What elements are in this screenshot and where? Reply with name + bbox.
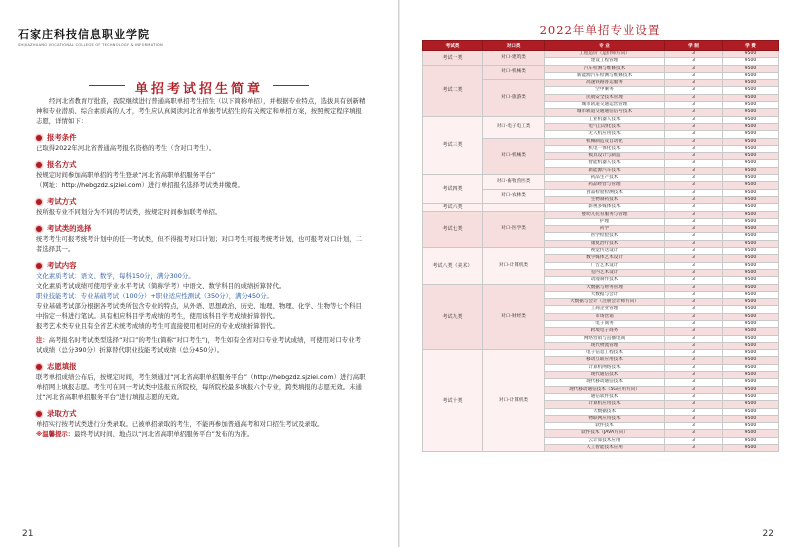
duration-cell: 3 (665, 342, 723, 349)
duration-cell: 3 (665, 109, 723, 116)
exam-category-cell: 考试三类 (423, 116, 483, 174)
duration-cell: 3 (665, 182, 723, 189)
tuition-cell: 9500 (723, 269, 779, 276)
majors-table-wrap (422, 40, 778, 452)
section-text: 统考考生可报考统考计划中的任一考试类，但不得报考对口计划；对口考生可报考统考计划，也可报考对口计划，二者选择其一。 (36, 235, 362, 253)
duration-cell: 3 (665, 196, 723, 203)
section-title: 考试类的选择 (47, 224, 92, 233)
section-admission (36, 408, 366, 439)
tuition-cell: 9500 (723, 299, 779, 306)
table-row (423, 65, 779, 72)
tuition-cell: 9500 (723, 255, 779, 262)
vocational-category-cell: 对口-机械类 (483, 138, 545, 174)
tuition-cell: 9500 (723, 138, 779, 145)
tuition-cell: 9500 (723, 313, 779, 320)
major-cell: 康复治疗技术 (545, 240, 665, 247)
majors-table (422, 40, 779, 452)
tuition-cell: 9500 (723, 284, 779, 291)
major-cell: 建设工程管理 (545, 58, 665, 65)
tuition-cell: 9500 (723, 262, 779, 269)
vocational-category-cell: 对口-财经类 (483, 284, 545, 350)
section-title: 考试内容 (47, 261, 77, 270)
duration-cell: 3 (665, 131, 723, 138)
duration-cell: 3 (665, 364, 723, 371)
duration-cell: 3 (665, 80, 723, 87)
section-text: 报考艺术类专业且有全省艺术统考成绩的考生可直接使用相对应的专业成绩折算替代。 (36, 322, 279, 330)
page-number-right: 22 (762, 529, 774, 539)
duration-cell: 3 (665, 313, 723, 320)
section-exam-content (36, 260, 366, 355)
right-page (400, 0, 800, 547)
tuition-cell: 9500 (723, 393, 779, 400)
duration-cell: 3 (665, 51, 723, 58)
major-cell: 新能源汽车检测与维修技术 (545, 72, 665, 79)
page-number-left: 21 (22, 529, 34, 539)
section-text: 联考单招成绩公布后，按规定时间，考生须通过“河北省高职单招服务平台”（http://hebgzdz.sjziei.com）进行高职单招网上填报志愿。考生可在同一考试类中选报五所院校，每所院校最多填报六个专业，跨类填报的志愿无效。未通过“河北省高职单招服务平台”进行填报志愿的无效。 (36, 373, 366, 401)
duration-cell: 3 (665, 386, 723, 393)
tuition-cell: 9500 (723, 379, 779, 386)
vocational-category-cell: 对口-建筑类 (483, 51, 545, 66)
major-cell: 智能机器人技术 (545, 160, 665, 167)
major-cell: 广告艺术设计 (545, 262, 665, 269)
major-cell: 电子商务 (545, 320, 665, 327)
duration-cell: 3 (665, 204, 723, 211)
duration-cell: 3 (665, 248, 723, 255)
left-page (0, 0, 399, 547)
tuition-cell: 9500 (723, 364, 779, 371)
tuition-cell: 9500 (723, 94, 779, 101)
major-cell: 数字媒体艺术设计 (545, 255, 665, 262)
bullet-icon (36, 162, 42, 168)
tuition-cell: 9500 (723, 386, 779, 393)
brochure-content (36, 96, 366, 439)
tuition-cell: 9500 (723, 196, 779, 203)
header-duration: 学 制 (665, 41, 723, 51)
tuition-cell: 9500 (723, 401, 779, 408)
major-cell: 计算机应用技术 (545, 401, 665, 408)
tuition-cell: 9500 (723, 102, 779, 109)
duration-cell: 3 (665, 430, 723, 437)
duration-cell: 3 (665, 94, 723, 101)
duration-cell: 3 (665, 335, 723, 342)
vocational-category-cell: 对口-计算机类 (483, 248, 545, 284)
major-cell: 人工智能技术应用 (545, 445, 665, 452)
bullet-icon (36, 135, 42, 141)
tuition-cell: 9500 (723, 204, 779, 211)
note-label: 注： (36, 336, 49, 344)
tuition-cell: 9500 (723, 87, 779, 94)
vocational-category-cell: 对口-电子电工类 (483, 116, 545, 138)
table-row (423, 116, 779, 123)
tuition-cell: 9500 (723, 72, 779, 79)
major-cell: 民航安全技术管理 (545, 94, 665, 101)
duration-cell: 3 (665, 320, 723, 327)
section-title: 报名方式 (47, 160, 77, 169)
major-cell: 无人机应用技术 (545, 131, 665, 138)
tuition-cell: 9500 (723, 328, 779, 335)
note-text: 高考报名时考试类型选择“对口”的考生(简称“对口考生”)，考生如有全省对口专业考试成绩，可使用对口专业考试成绩（总分390分）折算替代职业技能考试成绩（总分450分）。 (36, 336, 361, 354)
table-row (423, 211, 779, 218)
vocational-category-cell: 对口-医学类 (483, 211, 545, 247)
duration-cell: 3 (665, 328, 723, 335)
tip-text: 最终考试时间、地点以“河北省高职单招服务平台”发布的为准。 (74, 430, 254, 438)
section-text: 专业基础考试部分根据各考试类所包含专业的特点，从外语、思想政治、历史、地理、物理、化学、生物等七个科目中指定一科进行笔试。具有相应科目学考成绩的考生，使用该科目学考成绩折算替代。 (36, 302, 362, 320)
duration-cell: 3 (665, 160, 723, 167)
intro-paragraph: 经河北省教育厅批准，我院继续进行普通高职单招考生招生（以下简称单招），并根据专业特点，选拔具有创新精神和专业潜质、综合素质高的人才，考生应认真阅读河北省单独考试招生的有关规定和单招方案，按照规定程序填报志愿，详情如下： (36, 97, 366, 125)
tuition-cell: 9500 (723, 357, 779, 364)
table-row (423, 248, 779, 255)
bullet-icon (36, 411, 42, 417)
section-title: 录取方式 (47, 409, 77, 418)
section-exam-method (36, 196, 366, 217)
duration-cell: 3 (665, 291, 723, 298)
major-cell: 医学检验技术 (545, 233, 665, 240)
major-cell: 药品经营与管理 (545, 182, 665, 189)
major-cell: 工业机器人技术 (545, 116, 665, 123)
tuition-cell: 9500 (723, 291, 779, 298)
major-cell: 工程造价（造价师方向） (545, 51, 665, 58)
major-cell: 物联网应用技术 (545, 415, 665, 422)
major-cell: 城市轨道交通通信信号技术 (545, 109, 665, 116)
tuition-cell: 9500 (723, 350, 779, 357)
duration-cell: 3 (665, 408, 723, 415)
table-row (423, 284, 779, 291)
bullet-icon (36, 364, 42, 370)
header-major: 专 业 (545, 41, 665, 51)
tuition-cell: 9500 (723, 445, 779, 452)
duration-cell: 3 (665, 145, 723, 152)
page-title-wrap (0, 78, 398, 97)
vocational-category-cell: 对口-农林类 (483, 189, 545, 204)
major-cell: 计算机网络技术 (545, 364, 665, 371)
tuition-cell: 9500 (723, 423, 779, 430)
section-registration (36, 159, 366, 190)
tuition-cell: 9500 (723, 51, 779, 58)
duration-cell: 3 (665, 262, 723, 269)
tuition-cell: 9500 (723, 320, 779, 327)
duration-cell: 3 (665, 299, 723, 306)
duration-cell: 3 (665, 211, 723, 218)
vocational-category-cell: 对口-畜牧兽医类 (483, 175, 545, 190)
major-cell: 护理 (545, 218, 665, 225)
table-title: 2022年单招专业设置 (539, 23, 661, 37)
major-cell: 云计算技术应用 (545, 437, 665, 444)
duration-cell: 3 (665, 277, 723, 284)
section-text: 按规定时间参加高职单招的考生登录“河北省高职单招服务平台” (36, 171, 216, 179)
duration-cell: 3 (665, 226, 723, 233)
bullet-icon (36, 226, 42, 232)
major-cell: 网络营销与直播电商 (545, 335, 665, 342)
major-cell: 现代物流管理 (545, 342, 665, 349)
duration-cell: 3 (665, 167, 723, 174)
header-exam-category: 考试类 (423, 41, 483, 51)
table-row (423, 204, 779, 211)
duration-cell: 3 (665, 87, 723, 94)
duration-cell: 3 (665, 138, 723, 145)
school-name: 石家庄科技信息职业学院 (18, 28, 150, 41)
major-cell: 食品检验检测技术 (545, 189, 665, 196)
major-cell: 新能源汽车技术 (545, 167, 665, 174)
exam-category-cell: 考试六类 (423, 204, 483, 211)
section-title: 报考条件 (47, 133, 77, 142)
major-cell: 视觉传达设计 (545, 248, 665, 255)
exam-category-cell: 考试十类 (423, 350, 483, 452)
major-cell: 药品生产技术 (545, 175, 665, 182)
tuition-cell: 9500 (723, 372, 779, 379)
tuition-cell: 9500 (723, 408, 779, 415)
culture-exam-line: 文化素质考试：语文、数学，每科150分，满分300分。 (36, 272, 195, 280)
duration-cell: 3 (665, 379, 723, 386)
major-cell: 大数据与会计 (545, 291, 665, 298)
section-title: 志愿填报 (47, 362, 77, 371)
tuition-cell: 9500 (723, 160, 779, 167)
major-cell: 影视多媒体技术 (545, 204, 665, 211)
exam-category-cell: 考试二类 (423, 65, 483, 116)
duration-cell: 3 (665, 445, 723, 452)
vocational-category-cell: 对口-计算机类 (483, 350, 545, 452)
tuition-cell: 9500 (723, 415, 779, 422)
tip-paragraph (36, 429, 366, 439)
tuition-cell: 9500 (723, 123, 779, 130)
duration-cell: 3 (665, 102, 723, 109)
major-cell: 现代移动通信技术 (545, 379, 665, 386)
duration-cell: 3 (665, 153, 723, 160)
major-cell: 大数据与会计（注册会计师方向） (545, 299, 665, 306)
major-cell: 软件技术（JAVA方向） (545, 430, 665, 437)
tuition-cell: 9500 (723, 109, 779, 116)
tuition-cell: 9500 (723, 240, 779, 247)
major-cell: 工商企业管理 (545, 306, 665, 313)
section-exam-category (36, 223, 366, 254)
tuition-cell: 9500 (723, 145, 779, 152)
section-volunteer (36, 361, 366, 402)
duration-cell: 3 (665, 393, 723, 400)
tip-label: ※温馨提示： (36, 430, 75, 438)
major-cell: 现代通信技术 (545, 372, 665, 379)
tuition-cell: 9500 (723, 248, 779, 255)
duration-cell: 3 (665, 58, 723, 65)
vocational-category-cell: 对口-旅游类 (483, 80, 545, 116)
tuition-cell: 9500 (723, 335, 779, 342)
major-cell: 现代移动通信技术（5G应用方向） (545, 386, 665, 393)
major-cell: 高速铁路客运服务 (545, 80, 665, 87)
tuition-cell: 9500 (723, 182, 779, 189)
duration-cell: 3 (665, 306, 723, 313)
major-cell: 软件技术 (545, 423, 665, 430)
duration-cell: 3 (665, 65, 723, 72)
tuition-cell: 9500 (723, 211, 779, 218)
school-header (18, 26, 178, 47)
exam-category-cell: 考试四类 (423, 175, 483, 204)
section-title: 考试方式 (47, 197, 77, 206)
duration-cell: 3 (665, 284, 723, 291)
major-cell: 电气自动化技术 (545, 123, 665, 130)
major-cell: 市场营销 (545, 313, 665, 320)
exam-category-cell: 考试一类 (423, 51, 483, 66)
tuition-cell: 9500 (723, 153, 779, 160)
vocational-category-cell (483, 204, 545, 211)
note-paragraph (36, 335, 366, 355)
header-tuition: 学 费 (723, 41, 779, 51)
major-cell: 通信软件技术 (545, 393, 665, 400)
duration-cell: 3 (665, 401, 723, 408)
major-cell: 移动互联应用技术 (545, 357, 665, 364)
major-cell: 空中乘务 (545, 87, 665, 94)
bullet-icon (36, 263, 42, 269)
school-english-name: SHIJIAZHUANG VOCATIONAL COLLEGE OF TECHNOLOGY & INFORMATION (18, 43, 163, 47)
major-cell: 机电一体化技术 (545, 145, 665, 152)
major-cell: 城市轨道交通运营管理 (545, 102, 665, 109)
tuition-cell: 9500 (723, 58, 779, 65)
duration-cell: 3 (665, 415, 723, 422)
duration-cell: 3 (665, 269, 723, 276)
tuition-cell: 9500 (723, 306, 779, 313)
tuition-cell: 9500 (723, 131, 779, 138)
bullet-icon (36, 199, 42, 205)
table-row (423, 350, 779, 357)
exam-category-cell: 考试九类 (423, 284, 483, 350)
exam-category-cell: 考试八类（美术） (423, 248, 483, 284)
tuition-cell: 9500 (723, 342, 779, 349)
major-cell: 机械制造及自动化 (545, 138, 665, 145)
major-cell: 模具设计与制造 (545, 153, 665, 160)
duration-cell: 3 (665, 72, 723, 79)
tuition-cell: 9500 (723, 167, 779, 174)
section-text: （网址：http://hebgzdz.sjziei.com）进行单招报名选择考试类并缴费。 (36, 181, 244, 189)
major-cell: 动漫制作技术 (545, 277, 665, 284)
major-cell: 大数据技术 (545, 408, 665, 415)
page-title: 单招考试招生简章 (125, 78, 273, 97)
skill-exam-line: 职业技能考试：专业基础考试（100分）+职业适应性测试（350分），满分450分。 (36, 292, 273, 300)
section-text: 单招实行按考试类进行分类录取。已被单招录取的考生，不能再参加普通高考和对口招生考试及录取。 (36, 420, 324, 428)
major-cell: 电子信息工程技术 (545, 350, 665, 357)
major-cell: 汽车检测与维修技术 (545, 65, 665, 72)
tuition-cell: 9500 (723, 116, 779, 123)
tuition-cell: 9500 (723, 175, 779, 182)
major-cell: 药学 (545, 226, 665, 233)
tuition-cell: 9500 (723, 277, 779, 284)
table-header-row (423, 41, 779, 51)
tuition-cell: 9500 (723, 233, 779, 240)
tuition-cell: 9500 (723, 430, 779, 437)
duration-cell: 3 (665, 437, 723, 444)
tuition-cell: 9500 (723, 80, 779, 87)
major-cell: 跨境电子商务 (545, 328, 665, 335)
section-text: 文化素质考试成绩可使用学业水平考试（简称学考）中语文、数学科目的成绩折算替代。 (36, 282, 286, 290)
section-eligibility (36, 132, 366, 153)
tuition-cell: 9500 (723, 65, 779, 72)
duration-cell: 3 (665, 189, 723, 196)
duration-cell: 3 (665, 240, 723, 247)
duration-cell: 3 (665, 350, 723, 357)
major-cell: 婴幼儿托育服务与管理 (545, 211, 665, 218)
exam-category-cell: 考试七类 (423, 211, 483, 247)
table-body (423, 51, 779, 452)
vocational-category-cell: 对口-机械类 (483, 65, 545, 80)
tuition-cell: 9500 (723, 218, 779, 225)
duration-cell: 3 (665, 233, 723, 240)
duration-cell: 3 (665, 123, 723, 130)
duration-cell: 3 (665, 423, 723, 430)
duration-cell: 3 (665, 372, 723, 379)
duration-cell: 3 (665, 218, 723, 225)
duration-cell: 3 (665, 357, 723, 364)
duration-cell: 3 (665, 255, 723, 262)
major-cell: 生物制药技术 (545, 196, 665, 203)
header-vocational-category: 对口类 (483, 41, 545, 51)
major-cell: 室内艺术设计 (545, 269, 665, 276)
tuition-cell: 9500 (723, 437, 779, 444)
section-text: 按所报专业不同划分为不同的考试类，按规定时间参加联考单招。 (36, 208, 222, 216)
duration-cell: 3 (665, 116, 723, 123)
table-row (423, 51, 779, 58)
duration-cell: 3 (665, 175, 723, 182)
major-cell: 大数据与财务管理 (545, 284, 665, 291)
table-row (423, 175, 779, 182)
tuition-cell: 9500 (723, 226, 779, 233)
tuition-cell: 9500 (723, 189, 779, 196)
section-text: 已取得2022年河北省普通高考报名资格的考生（含对口考生）。 (36, 144, 216, 152)
